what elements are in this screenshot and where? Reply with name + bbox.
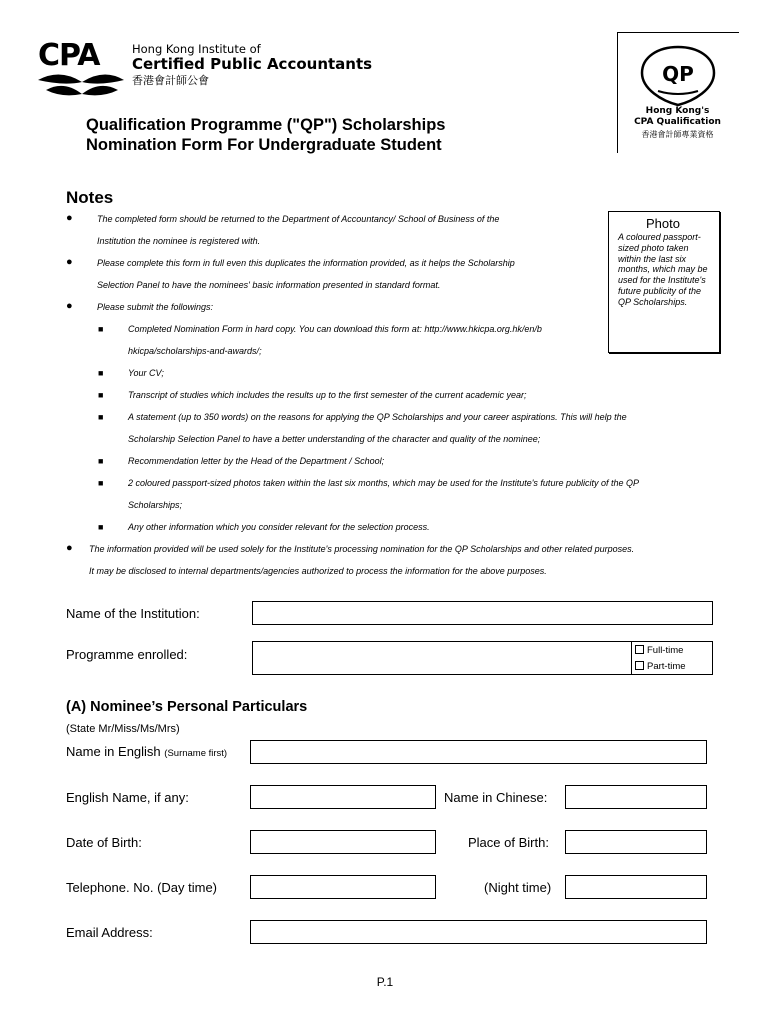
note-item-1-line2: Institution the nominee is registered with. (97, 236, 261, 246)
name-english-field[interactable] (250, 740, 707, 764)
sub-item-6-line2: Scholarships; (128, 500, 183, 510)
email-field[interactable] (250, 920, 707, 944)
email-label: Email Address: (66, 925, 153, 940)
note-item-2-line1: Please complete this form in full even this duplicates the information provided, as it helps the Scholarship (97, 258, 515, 268)
square-bullet-icon: ■ (98, 390, 104, 400)
name-english-label (66, 744, 227, 759)
note-item-4-line1: The information provided will be used solely for the Institute's processing nomination for the QP Scholarships and other related purposes. (89, 544, 635, 554)
tel-day-field[interactable] (250, 875, 436, 899)
parttime-option[interactable] (635, 661, 686, 672)
fulltime-checkbox[interactable] (635, 645, 644, 654)
dob-field[interactable] (250, 830, 436, 854)
bullet-icon: ● (66, 212, 73, 224)
chinese-name-field[interactable] (565, 785, 707, 809)
sub-item-2: Your CV; (128, 368, 164, 378)
institution-label: Name of the Institution: (66, 606, 200, 621)
square-bullet-icon: ■ (98, 478, 104, 488)
tel-night-field[interactable] (565, 875, 707, 899)
english-name-label: English Name, if any: (66, 790, 189, 805)
sub-item-6-line1: 2 coloured passport-sized photos taken within the last six months, which may be used for the Institute's future publicity of the QP (128, 478, 639, 488)
leaf-icon (38, 40, 124, 100)
pob-field[interactable] (565, 830, 707, 854)
page-number: P.1 (376, 975, 394, 989)
bullet-icon: ● (66, 256, 73, 268)
form-title-line2: Nomination Form For Undergraduate Student (86, 136, 442, 154)
org-name-line1: Hong Kong Institute of (132, 42, 261, 56)
square-bullet-icon: ■ (98, 412, 104, 422)
qp-badge-line1: Hong Kong's (645, 106, 710, 116)
qp-badge-line3: 香港會計師專業資格 (641, 130, 714, 139)
photo-instructions: A coloured passport-sized photo taken within the last six months, which may be used for the Institute's future publicity of the QP Scholarships. (618, 232, 708, 307)
form-title-line1: Qualification Programme ("QP") Scholarships (86, 116, 446, 134)
institution-field[interactable] (252, 601, 713, 625)
note-item-3: Please submit the followings: (97, 302, 214, 312)
pob-label: Place of Birth: (468, 835, 549, 850)
name-english-label-text: Name in English (66, 744, 161, 759)
org-name-line3: 香港會計師公會 (132, 74, 209, 87)
parttime-checkbox[interactable] (635, 661, 644, 670)
dob-label: Date of Birth: (66, 835, 142, 850)
hkicpa-logo (38, 40, 124, 100)
tel-night-label: (Night time) (484, 880, 552, 895)
programme-divider (631, 641, 632, 675)
sub-item-5: Recommendation letter by the Head of the Department / School; (128, 456, 385, 466)
square-bullet-icon: ■ (98, 324, 104, 334)
square-bullet-icon: ■ (98, 368, 104, 378)
sub-item-1-line1: Completed Nomination Form in hard copy. You can download this form at: http://www.hkicpa.org.hk/en/b (128, 324, 542, 334)
parttime-label: Part-time (647, 661, 686, 672)
sub-item-4-line1: A statement (up to 350 words) on the reasons for applying the QP Scholarships and your career aspirations. This will help the (128, 412, 627, 422)
photo-title: Photo (646, 216, 680, 231)
qp-shield-icon (618, 33, 739, 109)
programme-label: Programme enrolled: (66, 647, 188, 662)
note-item-1-line1: The completed form should be returned to the Department of Accountancy/ School of Business of the (97, 214, 500, 224)
bullet-icon: ● (66, 300, 73, 312)
section-a-heading: (A) Nominee’s Personal Particulars (66, 699, 308, 715)
fulltime-label: Full-time (647, 645, 684, 656)
cpa-logo-text: CPA (38, 38, 100, 73)
note-item-4-line2: It may be disclosed to internal departments/agencies authorized to process the information for the above purposes. (89, 566, 547, 576)
qp-logo-text: QP (662, 62, 694, 86)
tel-day-label: Telephone. No. (Day time) (66, 880, 218, 895)
title-hint: (State Mr/Miss/Ms/Mrs) (66, 723, 180, 735)
sub-item-7: Any other information which you consider relevant for the selection process. (128, 522, 430, 532)
note-item-2-line2: Selection Panel to have the nominees' basic information presented in standard format. (97, 280, 441, 290)
sub-item-1-line2: hkicpa/scholarships-and-awards/; (128, 346, 262, 356)
org-name-line2: Certified Public Accountants (132, 55, 373, 73)
sub-item-4-line2: Scholarship Selection Panel to have a better understanding of the character and quality of the nominee; (128, 434, 541, 444)
bullet-icon: ● (66, 542, 73, 554)
name-english-hint: (Surname first) (164, 748, 228, 759)
chinese-name-label: Name in Chinese: (444, 790, 548, 805)
notes-heading: Notes (66, 188, 114, 207)
english-name-field[interactable] (250, 785, 436, 809)
square-bullet-icon: ■ (98, 456, 104, 466)
square-bullet-icon: ■ (98, 522, 104, 532)
fulltime-option[interactable] (635, 645, 683, 656)
sub-item-3: Transcript of studies which includes the results up to the first semester of the current academic year; (128, 390, 527, 400)
qp-badge-line2: CPA Qualification (634, 117, 721, 127)
